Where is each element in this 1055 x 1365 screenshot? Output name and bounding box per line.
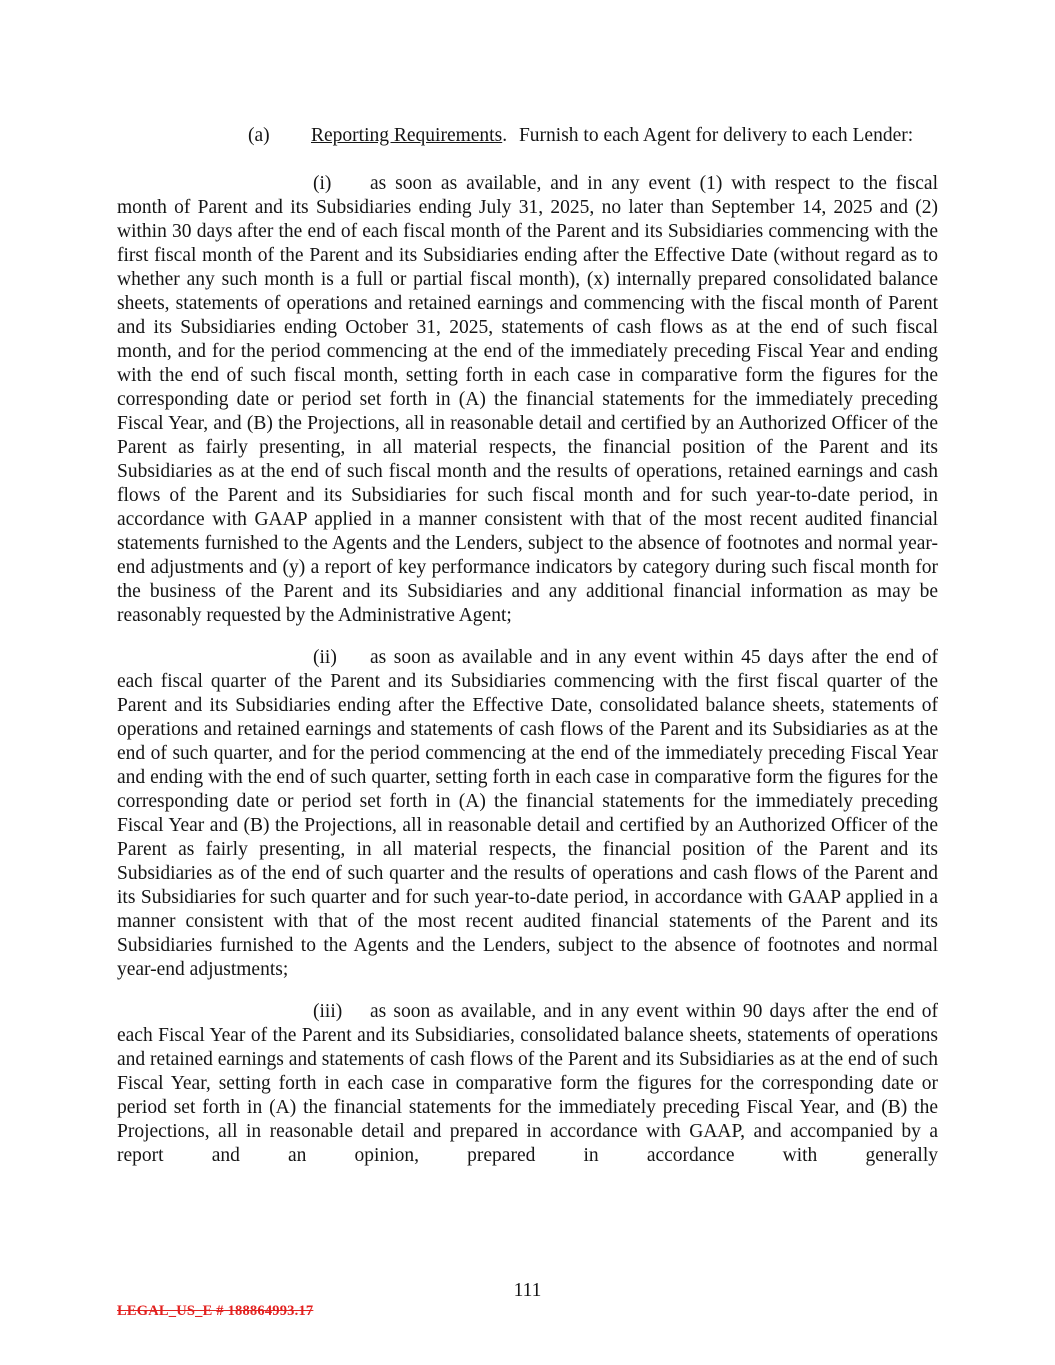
paragraph-i (117, 172, 938, 628)
paragraph-i-text: as soon as available, and in any event (1) with respect to the fiscal month of Parent and its Subsidiaries ending July 31, 2025, no later than September 14, 2025 and (2) within 30 days after the end of each fiscal month of the Parent and its Subsidiaries commencing with the first fiscal month of the Parent and its Subsidiaries ending after the Effective Date (without regard as to whether any such month is a full or partial fiscal month), (x) internally prepared consolidated balance sheets, statements of operations and retained earnings and commencing with the fiscal month of Parent and its Subsidiaries ending October 31, 2025, statements of cash flows as at the end of such fiscal month, and for the period commencing at the end of the immediately preceding Fiscal Year and ending with the end of such fiscal month, setting forth in each case in comparative form the figures for the corresponding date or period set forth in (A) the financial statements for the immediately preceding Fiscal Year, and (B) the Projections, all in reasonable detail and certified by an Authorized Officer of the Parent as fairly presenting, in all material respects, the financial position of the Parent and its Subsidiaries as at the end of such fiscal month and the results of operations, retained earnings and cash flows of the Parent and its Subsidiaries for such fiscal month and for such year-to-date period, in accordance with GAAP applied in a manner consistent with that of the most recent audited financial statements furnished to the Agents and the Lenders, subject to the absence of footnotes and normal year-end adjustments and (y) a report of key performance indicators by category during such fiscal month for the business of the Parent and its Subsidiaries and any additional financial information as may be reasonably requested by the Administrative Agent; (117, 173, 938, 626)
paragraph-iii (117, 1000, 938, 1168)
document-body (117, 124, 938, 1168)
section-heading: Reporting Requirements (311, 125, 503, 146)
paragraph-ii-text: as soon as available and in any event within 45 days after the end of each fiscal quarter of the Parent and its Subsidiaries commencing with the first fiscal quarter of the Parent and its Subsidiaries ending after the Effective Date, consolidated balance sheets, statements of operations and retained earnings and statements of cash flows of the Parent and its Subsidiaries as at the end of such quarter, and for the period commencing at the end of the immediately preceding Fiscal Year and ending with the end of such quarter, setting forth in each case in comparative form the figures for the corresponding date or period set forth in (A) the financial statements for the immediately preceding Fiscal Year and (B) the Projections, all in reasonable detail and certified by an Authorized Officer of the Parent as fairly presenting, in all material respects, the financial position of the Parent and its Subsidiaries as of the end of such quarter and the results of operations and cash flows of the Parent and its Subsidiaries for such quarter and for such year-to-date period, in accordance with GAAP applied in a manner consistent with that of the most recent audited financial statements of the Parent and its Subsidiaries furnished to the Agents and the Lenders, subject to the absence of footnotes and normal year-end adjustments; (117, 647, 938, 980)
page-number: 111 (513, 1280, 542, 1301)
paragraph-a-text: Furnish to each Agent for delivery to each Lender: (518, 125, 914, 146)
paragraph-a-label: (a) (248, 125, 270, 146)
paragraph-iii-label: (iii) (313, 1001, 343, 1022)
paragraph-ii-label: (ii) (313, 647, 337, 668)
legal-doc-id: LEGAL_US_E # 188864993.17 (117, 1303, 314, 1319)
section-heading-period: . (502, 125, 508, 146)
paragraph-a (117, 124, 938, 148)
paragraph-ii (117, 646, 938, 982)
paragraph-iii-text: as soon as available, and in any event within 90 days after the end of each Fiscal Year of the Parent and its Subsidiaries, consolidated balance sheets, statements of operations and retained earnings and statements of cash flows of the Parent and its Subsidiaries as at the end of such Fiscal Year, setting forth in each case in comparative form the figures for the corresponding date or period set forth in (A) the financial statements for the immediately preceding Fiscal Year, and (B) the Projections, all in reasonable detail and prepared in accordance with GAAP, and accompanied by a report and an opinion, prepared in accordance with generally (117, 1001, 938, 1166)
paragraph-i-label: (i) (313, 173, 332, 194)
